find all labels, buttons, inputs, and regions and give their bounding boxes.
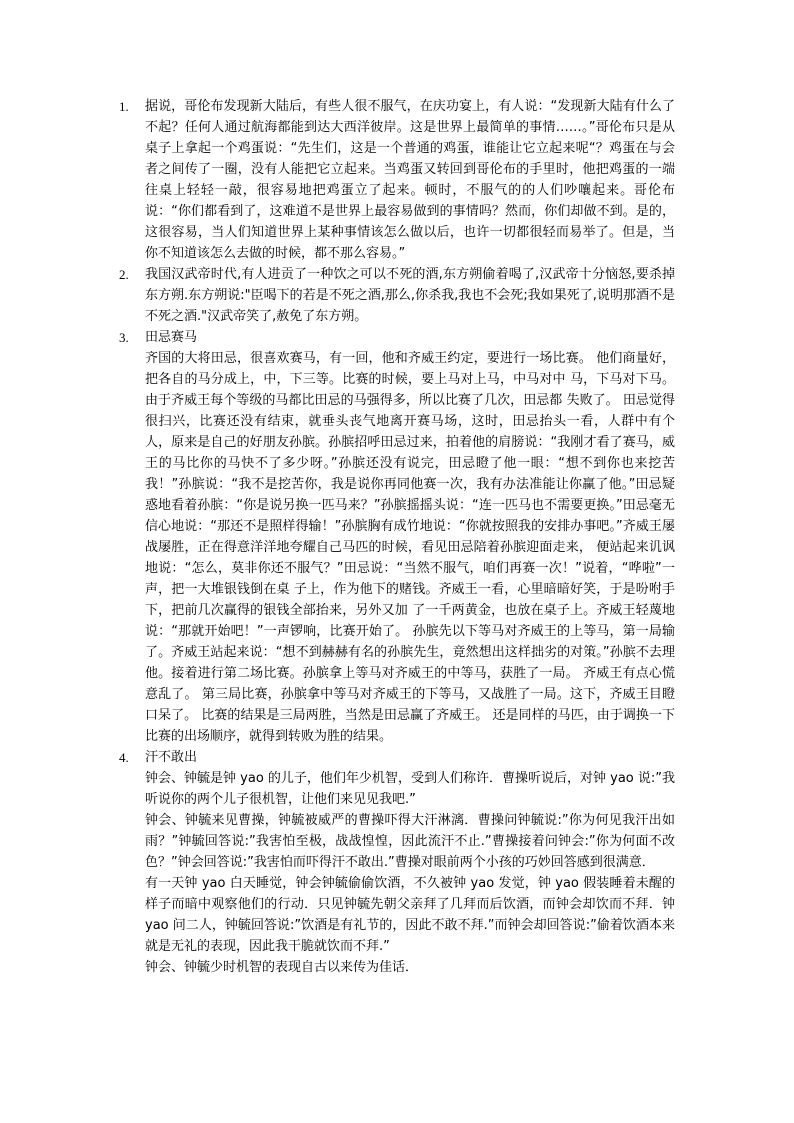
paragraph: 钟会、钟毓是钟 yao 的儿子，他们年少机智，受到人们称许．曹操听说后，对钟 yao 说:”我听说你的两个儿子很机智，让他们来见见我吧.” [145, 771, 675, 807]
paragraph: 有一天钟 yao 白天睡觉，钟会钟毓偷偷饮酒，不久被钟 yao 发觉，钟 yao 假装睡着未醒的样子而暗中观察他们的行动．只见钟毓先朝父亲拜了几拜而后饮酒，而钟会却饮而不拜．钟 yao 问二人，钟毓回答说:”饮酒是有礼节的，因此不敢不拜.”而钟会却回答说:”偷着饮酒本来就是无礼的表现，因此我干脆就饮而不拜.” [145, 876, 675, 954]
list-number: 2. [119, 267, 129, 282]
list-number: 1. [119, 99, 129, 114]
paragraph: 据说，哥伦布发现新大陆后，有些人很不服气，在庆功宴上，有人说：“发现新大陆有什么了不起？任何人通过航海都能到达大西洋彼岸。这是世界上最简单的事情……。”哥伦布只是从桌子上拿起一个鸡蛋说：“先生们，这是一个普通的鸡蛋，谁能让它立起来呢“？鸡蛋在与会者之间传了一圈，没有人能把它立起来。当鸡蛋又转回到哥伦布的手里时，他把鸡蛋的一端往桌上轻轻一敲，很容易地把鸡蛋立了起来。顿时，不服气的的人们吵嚷起来。哥伦布说：“你们都看到了，这难道不是世界上最容易做到的事情吗？然而，你们却做不到。是的，这很容易，当人们知道世界上某种事情该怎么做以后，也许一切都很轻而易举了。但是，当你不知道该怎么去做的时候，都不那么容易。” [145, 99, 675, 261]
list-item-dongfangshuo [119, 264, 675, 327]
list-number: 4. [119, 750, 129, 765]
paragraph: 齐国的大将田忌，很喜欢赛马，有一回，他和齐威王约定，要进行一场比赛。 他们商量好，把各自的马分成上，中，下三等。比赛的时候，要上马对上马，中马对中 马，下马对下马。由于齐威王每个等级的马都比田忌的马强得多，所以比赛了几次，田忌都 失败了。 田忌觉得很扫兴，比赛还没有结束，就垂头丧气地离开赛马场，这时，田忌抬头一看，人群中有个人，原来是自己的好朋友孙膑。孙膑招呼田忌过来，拍着他的肩膀说：“我刚才看了赛马，威王的马比你的马快不了多少呀。”孙膑还没有说完，田忌瞪了他一眼：“想不到你也来挖苦我！”孙膑说：“我不是挖苦你，我是说你再同他赛一次，我有办法准能让你赢了他。”田忌疑惑地看着孙膑：“你是说另换一匹马来？”孙膑摇摇头说：“连一匹马也不需要更换。”田忌毫无信心地说：“那还不是照样得输！”孙膑胸有成竹地说：“你就按照我的安排办事吧。”齐威王屡战屡胜，正在得意洋洋地夸耀自己马匹的时候，看见田忌陪着孙膑迎面走来， 便站起来讥讽地说：“怎么，莫非你还不服气？”田忌说：“当然不服气，咱们再赛一次！”说着，“哗啦”一声，把一大堆银钱倒在桌 子上，作为他下的赌钱。齐威王一看，心里暗暗好笑，于是吩咐手下，把前几次赢得的银钱全部抬来，另外又加 了一千两黄金，也放在桌子上。齐威王轻蔑地说：“那就开始吧！”一声锣响，比赛开始了。 孙膑先以下等马对齐威王的上等马，第一局输了。齐威王站起来说：“想不到赫赫有名的孙膑先生，竟然想出这样拙劣的对策。”孙膑不去理他。接着进行第二场比赛。孙膑拿上等马对齐威王的中等马，获胜了一局。 齐威王有点心慌意乱了。 第三局比赛，孙膑拿中等马对齐威王的下等马，又战胜了一局。这下，齐威王目瞪口呆了。 比赛的结果是三局两胜，当然是田忌赢了齐威王。 还是同样的马匹，由于调换一下比赛的出场顺序，就得到转败为胜的结果。 [145, 351, 675, 744]
section-title: 田忌赛马 [145, 330, 198, 345]
paragraph: 钟会、钟毓来见曹操，钟毓被威严的曹操吓得大汗淋漓．曹操问钟毓说:”你为何见我汗出如雨？”钟毓回答说:”我害怕至极，战战惶惶，因此流汗不止.”曹操接着问钟会:”你为何面不改色？”钟会回答说:”我害怕而吓得汗不敢出.”曹操对眼前两个小孩的巧妙回答感到很满意． [145, 813, 675, 870]
paragraph: 我国汉武帝时代,有人进贡了一种饮之可以不死的酒,东方朔偷着喝了,汉武帝十分恼怒,要杀掉东方朔.东方朔说:"臣喝下的若是不死之酒,那么,你杀我,我也不会死;我如果死了,说明那酒不是不死之酒."汉武帝笑了,赦免了东方朔。 [145, 267, 675, 324]
list-item-tianji-horse-race [119, 327, 675, 747]
numbered-list [119, 96, 675, 978]
list-item-columbus [119, 96, 675, 264]
list-number: 3. [119, 330, 129, 345]
list-item-sweat-dare-not [119, 747, 675, 978]
section-title: 汗不敢出 [145, 750, 198, 765]
paragraph: 钟会、钟毓少时机智的表现自古以来传为佳话． [145, 960, 419, 975]
